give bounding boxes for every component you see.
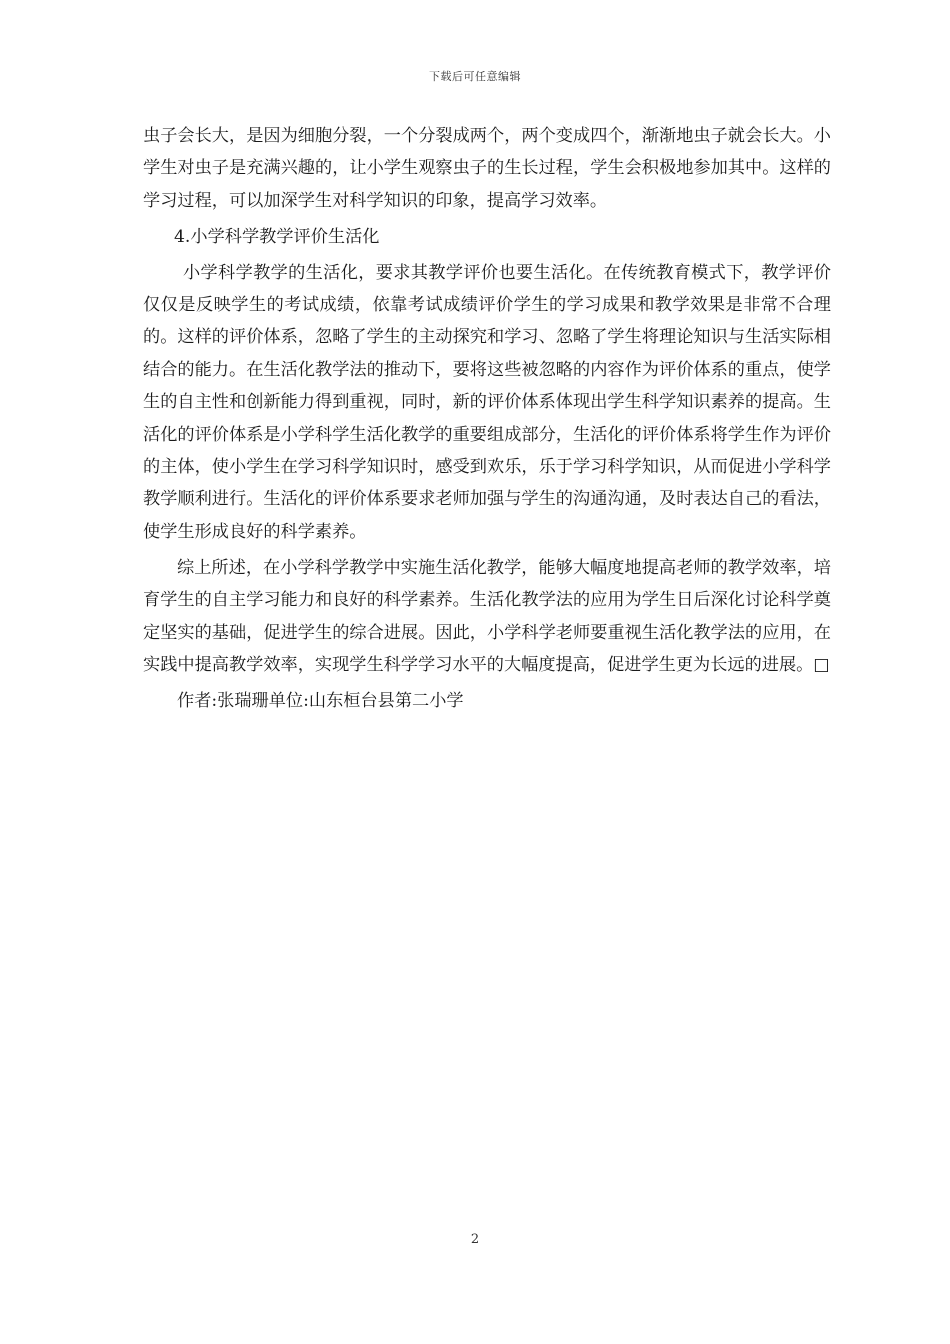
page-number: 2: [470, 1232, 480, 1247]
page-header: 下载后可任意编辑: [429, 70, 521, 83]
author-line: 作者:张瑞珊单位:山东桓台县第二小学: [177, 690, 464, 711]
section-heading: 4.小学科学教学评价生活化: [174, 226, 380, 247]
paragraph-conclusion: 综上所述，在小学科学教学中实施生活化教学，能够大幅度地提高老师的教学效率，培育学生的自主学习能力和良好的科学素养。生活化教学法的应用为学生日后深化讨论科学奠定坚实的基础，促进学生的综合进展。因此，小学科学老师要重视生活化教学法的应用，在实践中提高教学效率，实现学生科学学习水平的大幅度提高，促进学生更为长远的进展。□: [143, 557, 831, 675]
paragraph-continued: 虫子会长大，是因为细胞分裂，一个分裂成两个，两个变成四个，渐渐地虫子就会长大。小学生对虫子是充满兴趣的，让小学生观察虫子的生长过程，学生会积极地参加其中。这样的学习过程，可以加深学生对科学知识的印象，提高学习效率。: [143, 126, 831, 211]
document-body: [143, 120, 831, 721]
paragraph-evaluation: 小学科学教学的生活化，要求其教学评价也要生活化。在传统教育模式下，教学评价仅仅是反映学生的考试成绩，依靠考试成绩评价学生的学习成果和教学效果是非常不合理的。这样的评价体系，忽略了学生的主动探究和学习、忽略了学生将理论知识与生活实际相结合的能力。在生活化教学法的推动下，要将这些被忽略的内容作为评价体系的重点，使学生的自主性和创新能力得到重视，同时，新的评价体系体现出学生科学知识素养的提高。生活化的评价体系是小学科学生活化教学的重要组成部分，生活化的评价体系将学生作为评价的主体，使小学生在学习科学知识时，感受到欢乐，乐于学习科学知识，从而促进小学科学教学顺利进行。生活化的评价体系要求老师加强与学生的沟通沟通，及时表达自己的看法，使学生形成良好的科学素养。: [143, 262, 831, 542]
